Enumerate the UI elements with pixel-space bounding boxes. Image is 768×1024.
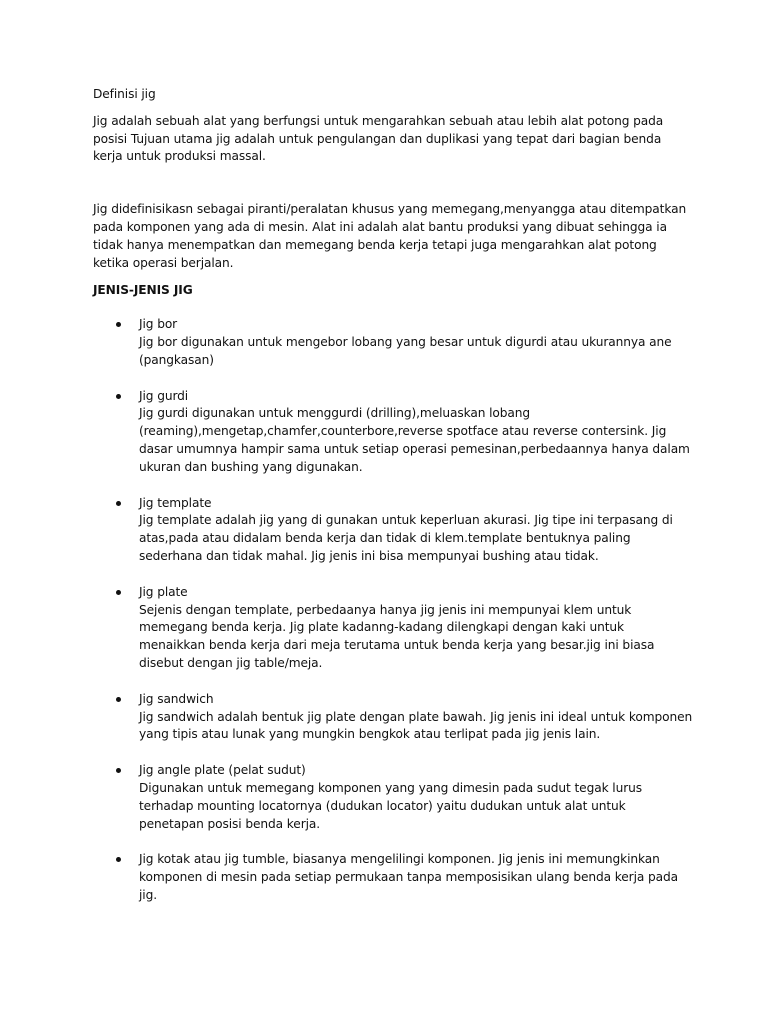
paragraph-definition-1: Jig adalah sebuah alat yang berfungsi untuk mengarahkan sebuah atau lebih alat potong pada posisi Tujuan utama jig adalah untuk pengulangan dan duplikasi yang tepat dari bagian benda kerja untuk produksi massal. — [93, 113, 664, 164]
type-item-jig-angle-plate — [93, 762, 693, 833]
type-description: Jig bor digunakan untuk mengebor lobang yang besar untuk digurdi atau ukurannya ane (pangkasan) — [139, 334, 672, 367]
types-heading: JENIS-JENIS JIG — [93, 283, 193, 298]
bullet-icon — [116, 501, 121, 506]
type-name: Jig bor — [139, 317, 178, 332]
bullet-icon — [116, 590, 121, 595]
type-item-jig-gurdi — [93, 388, 693, 477]
type-name: Jig angle plate (pelat sudut) — [139, 763, 306, 778]
type-name: Jig gurdi — [139, 388, 189, 403]
type-description: Sejenis dengan template, perbedaanya hanya jig jenis ini mempunyai klem untuk memegang benda kerja. Jig plate kadanng-kadang dilengkapi dengan kaki untuk menaikkan benda kerja dari meja terutama untuk benda kerja yang besar.jig ini biasa disebut dengan jig table/meja. — [139, 602, 655, 670]
type-name: Jig plate — [139, 584, 188, 599]
type-description: Jig sandwich adalah bentuk jig plate dengan plate bawah. Jig jenis ini ideal untuk komponen yang tipis atau lunak yang mungkin bengkok atau terlipat pada jig jenis lain. — [139, 709, 693, 742]
type-name: Jig sandwich — [139, 691, 214, 706]
type-item-jig-sandwich — [93, 691, 693, 744]
type-name: Jig kotak atau jig tumble, biasanya mengelilingi komponen. Jig jenis ini memungkinkan komponen di mesin pada setiap permukaan tanpa memposisikan ulang benda kerja pada jig. — [139, 852, 679, 902]
bullet-icon — [116, 394, 121, 399]
type-description: Jig template adalah jig yang di gunakan untuk keperluan akurasi. Jig tipe ini terpasang di atas,pada atau didalam benda kerja dan tidak di klem.template bentuknya paling sederhana dan tidak mahal. Jig jenis ini bisa mempunyai bushing atau tidak. — [139, 513, 673, 563]
document-content — [93, 86, 693, 923]
bullet-icon — [116, 322, 121, 327]
type-description: Jig gurdi digunakan untuk menggurdi (drilling),meluaskan lobang (reaming),mengetap,chamfer,counterbore,reverse spotface atau reverse contersink. Jig dasar umumnya hampir sama untuk setiap operasi pemesinan,perbedaannya hanya dalam ukuran dan bushing yang digunakan. — [139, 406, 690, 474]
bullet-icon — [116, 857, 121, 862]
bullet-icon — [116, 697, 121, 702]
bullet-icon — [116, 768, 121, 773]
document-title: Definisi jig — [93, 87, 156, 101]
types-list — [93, 316, 693, 905]
type-item-jig-bor — [93, 316, 693, 369]
type-description: Digunakan untuk memegang komponen yang yang dimesin pada sudut tegak lurus terhadap mounting locatornya (dudukan locator) yaitu dudukan untuk alat untuk penetapan posisi benda kerja. — [139, 780, 642, 831]
paragraph-definition-2: Jig didefinisikasn sebagai piranti/peralatan khusus yang memegang,menyangga atau ditempatkan pada komponen yang ada di mesin. Alat ini adalah alat bantu produksi yang dibuat sehingga ia tidak hanya menempatkan dan memegang benda kerja tetapi juga mengarahkan alat potong ketika operasi berjalan. — [93, 202, 687, 270]
type-name: Jig template — [139, 495, 212, 510]
type-item-jig-template — [93, 495, 693, 566]
type-item-jig-kotak — [93, 851, 693, 904]
type-item-jig-plate — [93, 584, 693, 673]
